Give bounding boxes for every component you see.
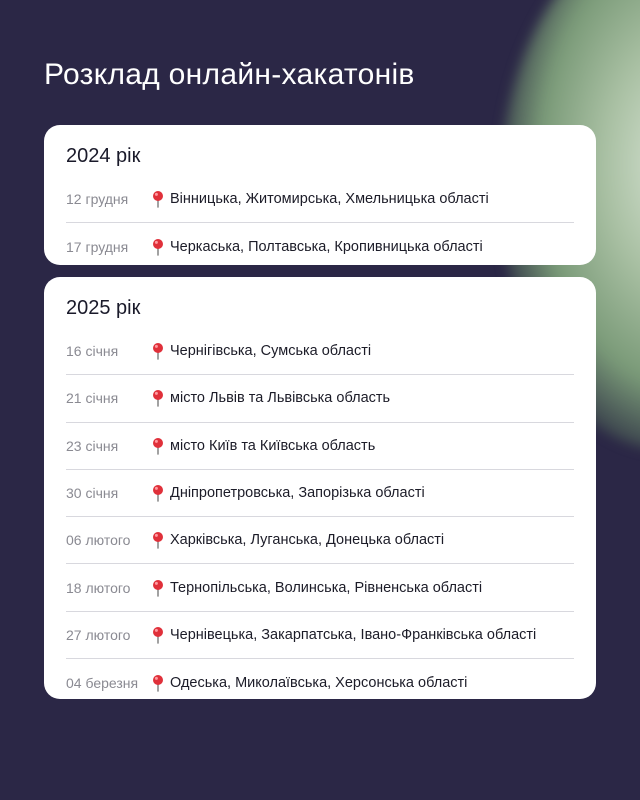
- event-date: 12 грудня: [66, 191, 129, 208]
- schedule-row: [66, 564, 574, 611]
- event-date: 21 січня: [66, 390, 119, 407]
- event-date: 04 березня: [66, 674, 139, 691]
- location-pin-icon: [148, 674, 170, 692]
- event-date: 27 лютого: [66, 626, 131, 643]
- event-region: Вінницька, Житомирська, Хмельницька області: [170, 191, 489, 208]
- year-heading: 2025 рік: [66, 297, 141, 319]
- schedule-row: [66, 328, 574, 375]
- schedule-row: [66, 375, 574, 422]
- schedule-row: [66, 517, 574, 564]
- event-region: Дніпропетровська, Запорізька області: [170, 485, 425, 502]
- location-pin-icon: [148, 484, 170, 502]
- location-pin-icon: [148, 626, 170, 644]
- event-region: місто Київ та Київська область: [170, 437, 376, 454]
- location-pin-icon: [148, 579, 170, 597]
- location-pin-icon: [148, 389, 170, 407]
- schedule-row: [66, 470, 574, 517]
- event-region: Черкаська, Полтавська, Кропивницька області: [170, 238, 483, 255]
- page-title: Розклад онлайн-хакатонів: [44, 58, 415, 91]
- year-card-2025: [44, 277, 596, 699]
- event-date: 18 лютого: [66, 579, 131, 596]
- event-region: Тернопільська, Волинська, Рівненська області: [170, 579, 483, 596]
- event-region: Чернігівська, Сумська області: [170, 343, 372, 360]
- location-pin-icon: [148, 531, 170, 549]
- schedule-row: [66, 659, 574, 706]
- schedule-row: [66, 176, 574, 223]
- year-card-2024: [44, 125, 596, 265]
- event-region: Харківська, Луганська, Донецька області: [170, 532, 445, 549]
- location-pin-icon: [148, 437, 170, 455]
- event-date: 16 січня: [66, 343, 119, 360]
- schedule-row: [66, 223, 574, 270]
- event-date: 23 січня: [66, 437, 119, 454]
- schedule-row: [66, 423, 574, 470]
- location-pin-icon: [148, 342, 170, 360]
- location-pin-icon: [148, 238, 170, 256]
- event-region: Одеська, Миколаївська, Херсонська області: [170, 674, 468, 691]
- event-date: 17 грудня: [66, 238, 129, 255]
- event-region: місто Львів та Львівська область: [170, 390, 391, 407]
- event-date: 06 лютого: [66, 532, 131, 549]
- schedule-row: [66, 612, 574, 659]
- year-heading: 2024 рік: [66, 145, 141, 167]
- location-pin-icon: [148, 190, 170, 208]
- event-region: Чернівецька, Закарпатська, Івано-Франківська області: [170, 626, 537, 643]
- event-date: 30 січня: [66, 485, 119, 502]
